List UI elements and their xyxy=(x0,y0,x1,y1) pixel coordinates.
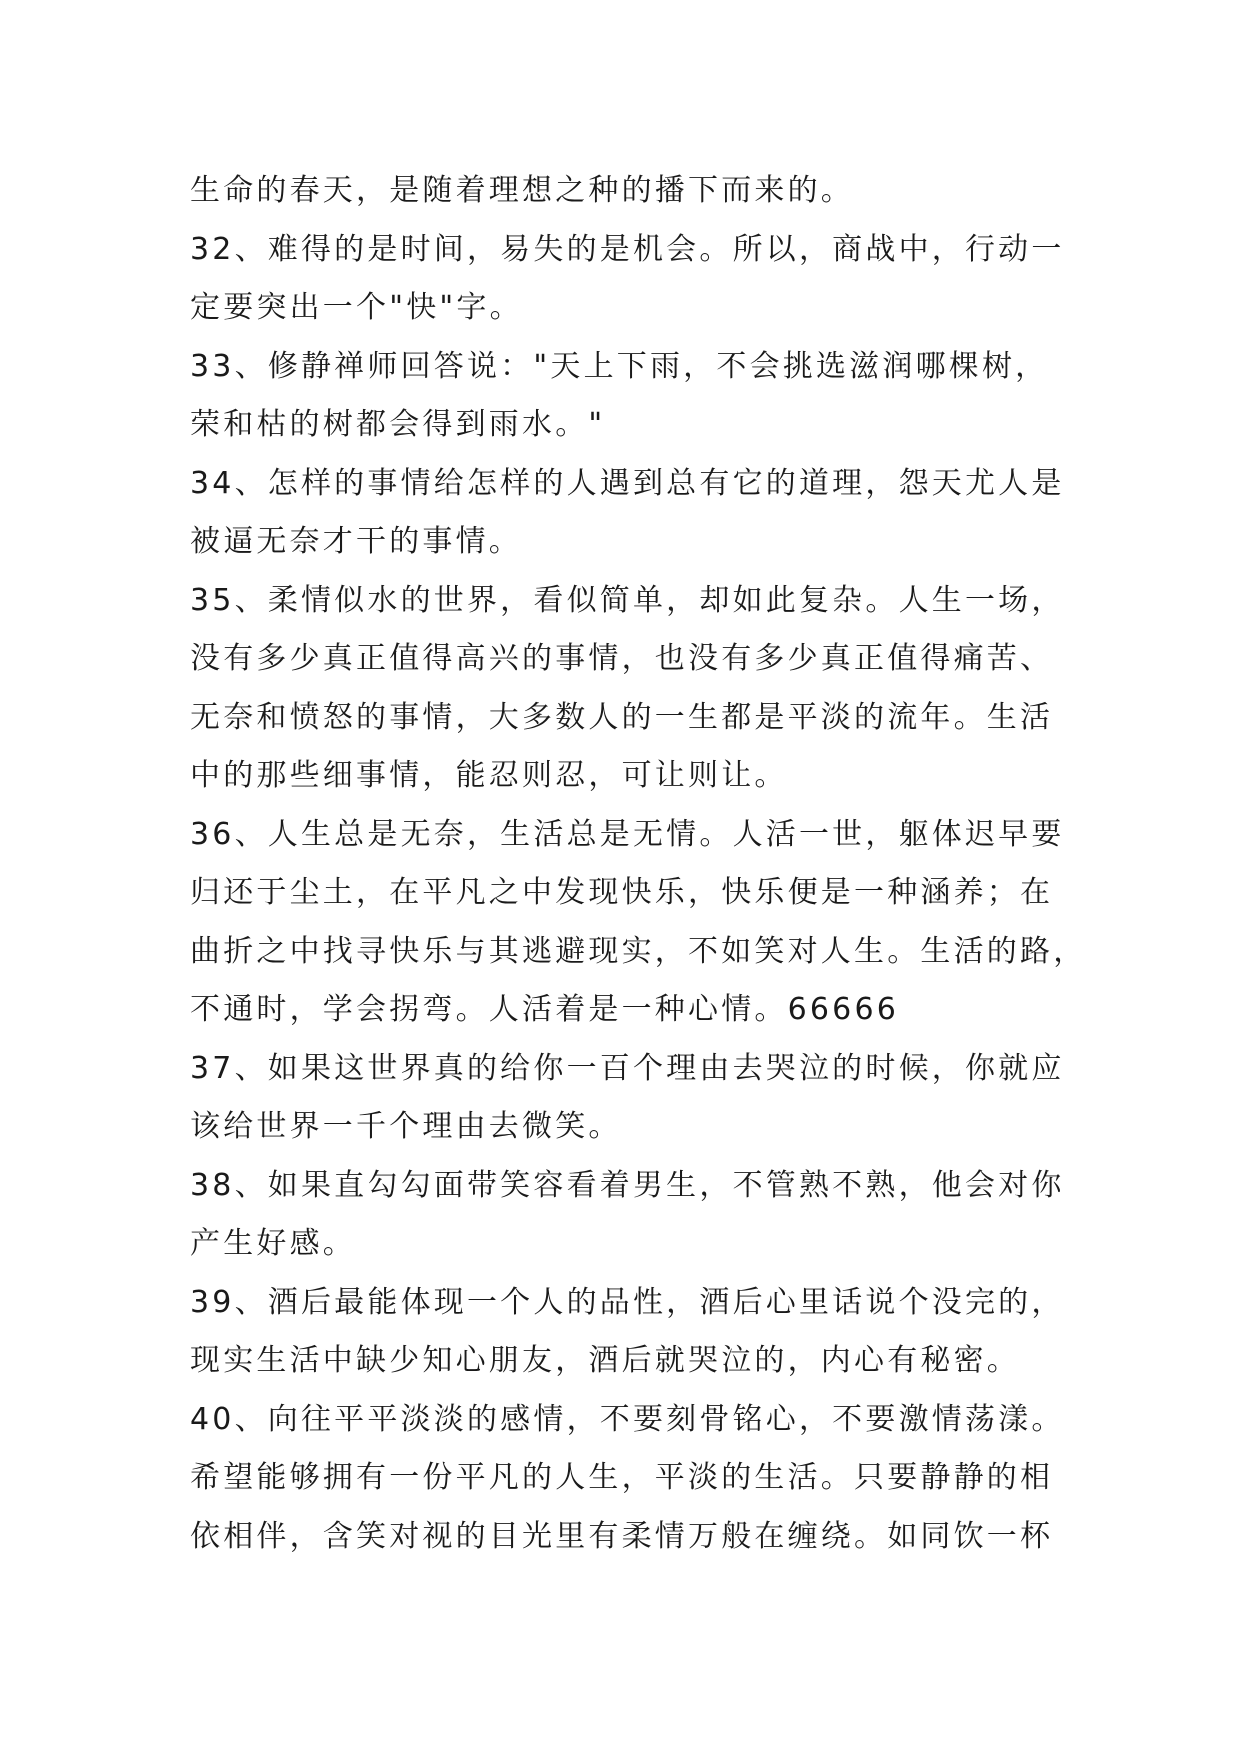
text-line: 不通时，学会拐弯。人活着是一种心情。66666 xyxy=(190,992,900,1027)
text-line: 35、柔情似水的世界，看似简单，却如此复杂。人生一场， xyxy=(190,582,1065,618)
text-line: 现实生活中缺少知心朋友，酒后就哭泣的，内心有秘密。 xyxy=(190,1343,1020,1378)
document-body xyxy=(190,162,1087,1566)
text-line: 被逼无奈才干的事情。 xyxy=(190,524,522,559)
text-line: 曲折之中找寻快乐与其逃避现实，不如笑对人生。生活的路， xyxy=(190,933,1087,969)
text-line: 中的那些细事情，能忍则忍，可让则让。 xyxy=(190,758,788,793)
text-line: 32、难得的是时间，易失的是机会。所以，商战中，行动一 xyxy=(190,231,1065,267)
text-line: 依相伴，含笑对视的目光里有柔情万般在缠绕。如同饮一杯 xyxy=(190,1518,1054,1554)
text-line: 希望能够拥有一份平凡的人生，平淡的生活。只要静静的相 xyxy=(190,1460,1054,1495)
text-line: 36、人生总是无奈，生活总是无情。人活一世，躯体迟早要 xyxy=(190,816,1065,852)
text-line: 无奈和愤怒的事情，大多数人的一生都是平淡的流年。生活 xyxy=(190,699,1054,735)
text-line: 没有多少真正值得高兴的事情，也没有多少真正值得痛苦、 xyxy=(190,641,1054,676)
text-line: 产生好感。 xyxy=(190,1226,356,1261)
text-line: 该给世界一千个理由去微笑。 xyxy=(190,1109,622,1144)
text-line: 37、如果这世界真的给你一百个理由去哭泣的时候，你就应 xyxy=(190,1050,1065,1086)
text-line: 34、怎样的事情给怎样的人遇到总有它的道理，怨天尤人是 xyxy=(190,465,1065,501)
text-line: 定要突出一个"快"字。 xyxy=(190,290,523,325)
text-line: 39、酒后最能体现一个人的品性，酒后心里话说个没完的， xyxy=(190,1284,1065,1320)
text-line: 38、如果直勾勾面带笑容看着男生，不管熟不熟，他会对你 xyxy=(190,1167,1065,1203)
text-line: 40、向往平平淡淡的感情，不要刻骨铭心，不要激情荡漾。 xyxy=(190,1401,1065,1437)
text-line: 33、修静禅师回答说："天上下雨，不会挑选滋润哪棵树， xyxy=(190,348,1049,384)
text-line: 生命的春天，是随着理想之种的播下而来的。 xyxy=(190,173,854,208)
text-line: 荣和枯的树都会得到雨水。" xyxy=(190,407,606,442)
text-line: 归还于尘土，在平凡之中发现快乐，快乐便是一种涵养；在 xyxy=(190,875,1054,910)
